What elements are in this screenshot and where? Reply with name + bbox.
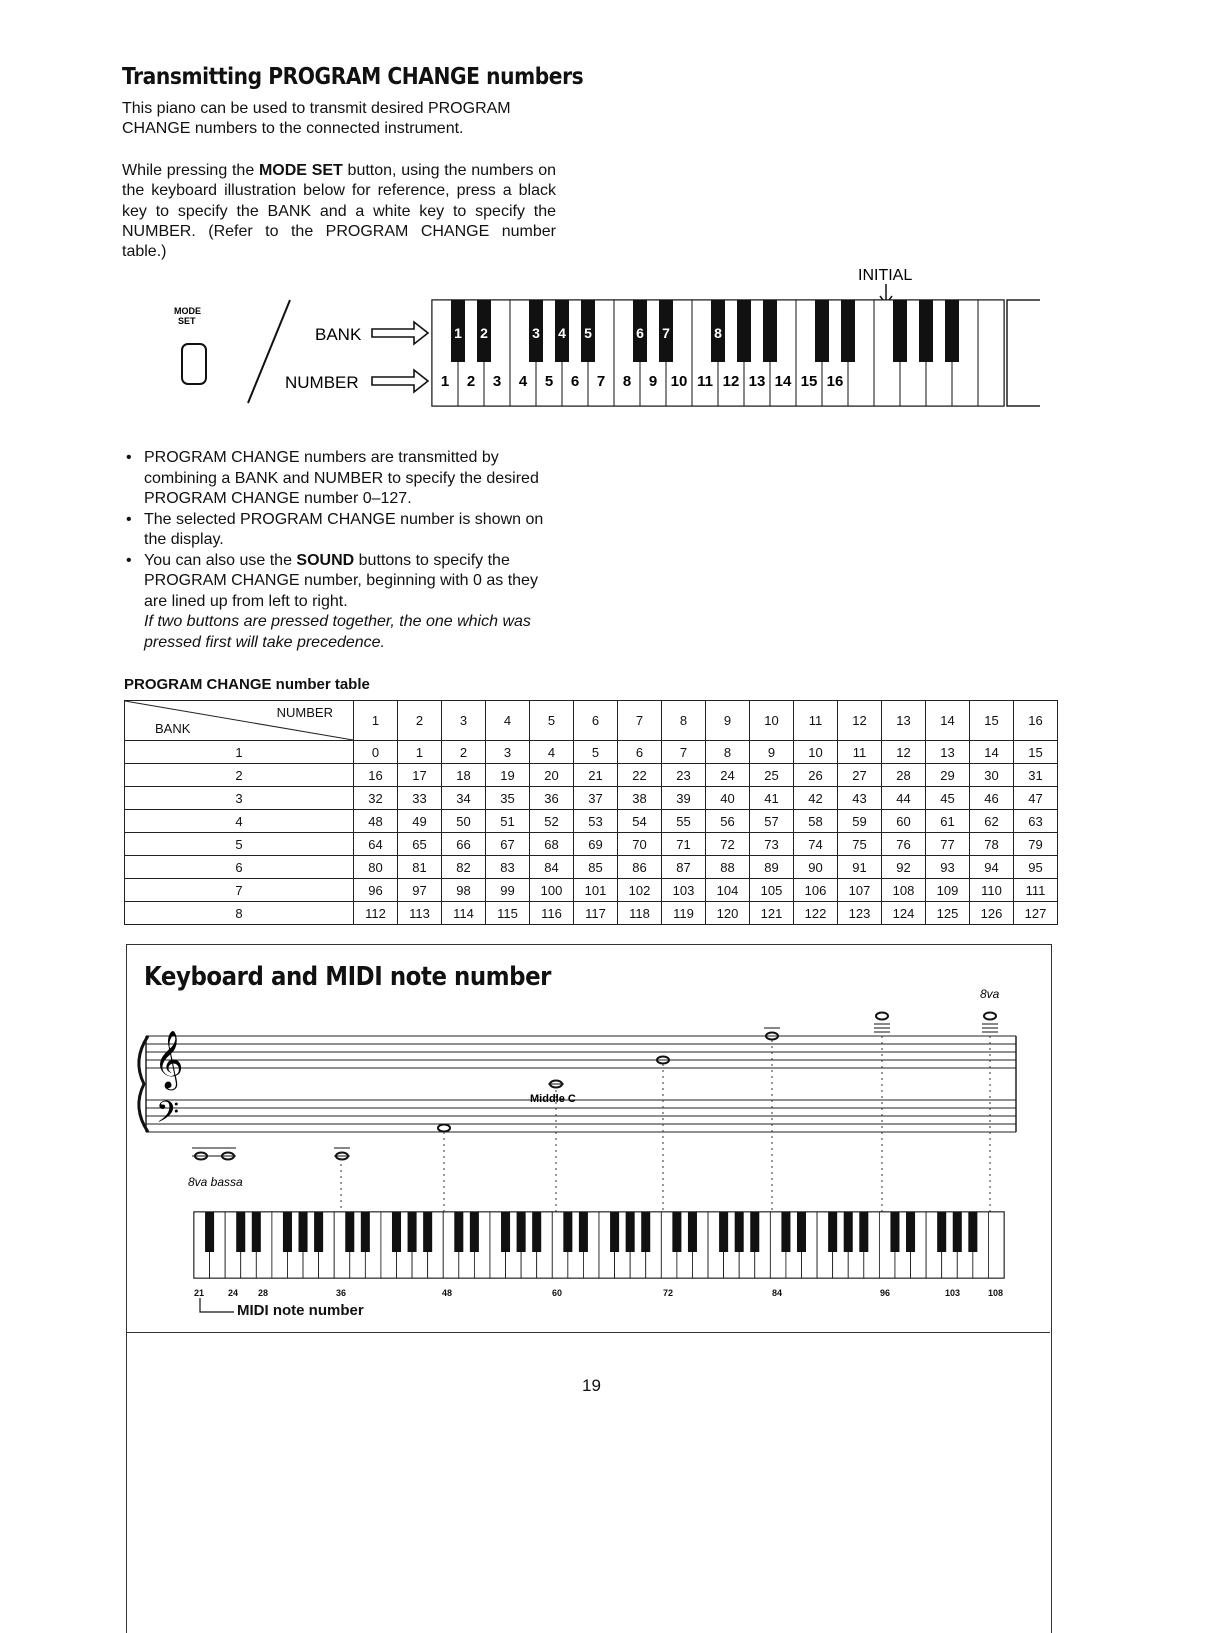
pc-number-key-label: 16 [826, 373, 844, 390]
table-cell: 83 [486, 856, 530, 879]
intro-line-1: This piano can be used to transmit desired PROGRAM [122, 100, 511, 117]
midi-black-key [750, 1212, 759, 1252]
table-cell: 25 [750, 764, 794, 787]
table-cell: 73 [750, 833, 794, 856]
table-cell: 3 [486, 741, 530, 764]
table-cell: 110 [970, 879, 1014, 902]
pc-black-key [841, 300, 855, 362]
pc-bank-key-label: 2 [480, 325, 488, 341]
table-title: PROGRAM CHANGE number table [124, 676, 370, 693]
table-cell: 76 [882, 833, 926, 856]
table-cell: 38 [618, 787, 662, 810]
table-cell: 4 [530, 741, 574, 764]
table-cell: 109 [926, 879, 970, 902]
table-row [125, 833, 1058, 856]
table-column-header: 13 [882, 701, 926, 741]
note-text-3b: buttons to specify the PROGRAM CHANGE number, beginning with 0 as they are lined up from left to right. [144, 551, 538, 610]
table-column-header: 11 [794, 701, 838, 741]
table-cell: 26 [794, 764, 838, 787]
table-column-header: 16 [1014, 701, 1058, 741]
pc-number-key-label: 11 [697, 373, 713, 390]
instruction-paragraph [122, 161, 556, 262]
midi-black-key [236, 1212, 245, 1252]
table-column-header: 3 [442, 701, 486, 741]
table-cell: 112 [354, 902, 398, 925]
pc-bank-key-label: 4 [558, 325, 566, 341]
instruction-text-a: While pressing the [122, 162, 259, 179]
table-cell: 97 [398, 879, 442, 902]
alta-label: 8va [980, 987, 1000, 1001]
table-cell: 53 [574, 810, 618, 833]
table-cell: 2 [442, 741, 486, 764]
midi-note-number: 48 [442, 1288, 453, 1298]
table-cell: 52 [530, 810, 574, 833]
table-cell: 13 [926, 741, 970, 764]
pc-number-key-label: 10 [670, 373, 688, 390]
table-cell: 96 [354, 879, 398, 902]
midi-black-key [968, 1212, 977, 1252]
pc-bank-key-label: 8 [714, 325, 722, 341]
table-cell: 14 [970, 741, 1014, 764]
table-cell: 35 [486, 787, 530, 810]
table-cell: 39 [662, 787, 706, 810]
table-column-header: 7 [618, 701, 662, 741]
table-cell: 51 [486, 810, 530, 833]
note-c3 [438, 1125, 450, 1132]
table-cell: 88 [706, 856, 750, 879]
table-column-header: 4 [486, 701, 530, 741]
midi-black-key [906, 1212, 915, 1252]
table-cell: 106 [794, 879, 838, 902]
midi-note-number: 96 [880, 1288, 891, 1298]
midi-black-key [345, 1212, 354, 1252]
staff-notes [192, 1013, 998, 1160]
table-cell: 55 [662, 810, 706, 833]
pc-number-key-label: 14 [774, 373, 792, 390]
pc-white-key [978, 300, 1004, 406]
middle-c-label: Middle C [530, 1093, 576, 1105]
midi-black-key [719, 1212, 728, 1252]
table-cell: 111 [1014, 879, 1058, 902]
pc-black-key [737, 300, 751, 362]
midi-black-key [688, 1212, 697, 1252]
table-cell: 11 [838, 741, 882, 764]
midi-note-number: 24 [228, 1288, 239, 1298]
treble-clef-icon: 𝄞 [154, 1031, 184, 1087]
midi-note-number: 72 [663, 1288, 674, 1298]
table-row [125, 810, 1058, 833]
midi-black-key [392, 1212, 401, 1252]
table-cell: 124 [882, 902, 926, 925]
table-cell: 47 [1014, 787, 1058, 810]
table-cell: 60 [882, 810, 926, 833]
table-cell: 74 [794, 833, 838, 856]
pc-number-key-label: 12 [722, 373, 740, 390]
page-number: 19 [582, 1376, 601, 1395]
table-cell: 85 [574, 856, 618, 879]
midi-bracket [198, 1298, 238, 1318]
slash-divider [248, 300, 290, 403]
pc-bank-key-label: 3 [532, 325, 540, 341]
midi-note-number-label: MIDI note number [237, 1302, 364, 1319]
pc-number-key-label: 13 [748, 373, 766, 390]
midi-box-bottom [126, 1332, 1050, 1333]
table-cell: 98 [442, 879, 486, 902]
table-cell: 125 [926, 902, 970, 925]
table-row [125, 787, 1058, 810]
table-cell: 62 [970, 810, 1014, 833]
midi-black-key [361, 1212, 370, 1252]
table-cell: 71 [662, 833, 706, 856]
table-cell: 77 [926, 833, 970, 856]
pc-black-key [815, 300, 829, 362]
pc-number-key-label: 4 [518, 373, 528, 390]
table-column-header: 15 [970, 701, 1014, 741]
table-bank-cell: 2 [125, 764, 354, 787]
table-cell: 64 [354, 833, 398, 856]
table-cell: 9 [750, 741, 794, 764]
intro-line-2: CHANGE numbers to the connected instrument. [122, 120, 464, 138]
table-cell: 15 [1014, 741, 1058, 764]
table-cell: 43 [838, 787, 882, 810]
midi-black-key [579, 1212, 588, 1252]
table-cell: 116 [530, 902, 574, 925]
table-cell: 61 [926, 810, 970, 833]
midi-black-key [890, 1212, 899, 1252]
table-cell: 5 [574, 741, 618, 764]
table-cell: 92 [882, 856, 926, 879]
midi-note-number: 84 [772, 1288, 783, 1298]
table-cell: 95 [1014, 856, 1058, 879]
table-bank-cell: 1 [125, 741, 354, 764]
program-change-table [124, 700, 1058, 925]
table-cell: 22 [618, 764, 662, 787]
table-cell: 121 [750, 902, 794, 925]
table-cell: 87 [662, 856, 706, 879]
bass-clef-icon: 𝄢 [156, 1095, 180, 1136]
table-corner-cell [125, 701, 354, 741]
table-cell: 12 [882, 741, 926, 764]
table-cell: 104 [706, 879, 750, 902]
number-arrow [372, 370, 428, 392]
table-cell: 7 [662, 741, 706, 764]
table-row [125, 764, 1058, 787]
table-cell: 33 [398, 787, 442, 810]
table-cell: 81 [398, 856, 442, 879]
table-cell: 107 [838, 879, 882, 902]
table-cell: 48 [354, 810, 398, 833]
table-cell: 40 [706, 787, 750, 810]
pc-black-key [919, 300, 933, 362]
midi-staff-keyboard [126, 980, 1050, 1300]
table-cell: 86 [618, 856, 662, 879]
table-cell: 101 [574, 879, 618, 902]
pc-number-key-label: 7 [596, 373, 606, 390]
table-bank-cell: 7 [125, 879, 354, 902]
table-cell: 72 [706, 833, 750, 856]
table-column-header: 10 [750, 701, 794, 741]
table-cell: 31 [1014, 764, 1058, 787]
table-row [125, 879, 1058, 902]
midi-black-key [205, 1212, 214, 1252]
instruction-text-b: button, using the numbers on the keyboard illustration below for reference, press a black key to specify the BANK and a white key to specify the NUMBER. (Refer to the PROGRAM CHANGE number table.) [122, 162, 556, 261]
midi-black-key [797, 1212, 806, 1252]
table-cell: 30 [970, 764, 1014, 787]
bank-arrow [372, 322, 428, 344]
table-cell: 6 [618, 741, 662, 764]
midi-black-key [563, 1212, 572, 1252]
table-cell: 1 [398, 741, 442, 764]
midi-black-key [844, 1212, 853, 1252]
pc-bank-key-label: 6 [636, 325, 644, 341]
table-cell: 65 [398, 833, 442, 856]
note-text-3a: You can also use the [144, 551, 297, 569]
table-cell: 59 [838, 810, 882, 833]
pc-black-key [763, 300, 777, 362]
table-column-header: 12 [838, 701, 882, 741]
table-cell: 20 [530, 764, 574, 787]
midi-black-key [828, 1212, 837, 1252]
pc-number-key-label: 2 [466, 373, 476, 390]
table-cell: 57 [750, 810, 794, 833]
table-column-header: 2 [398, 701, 442, 741]
table-cell: 29 [926, 764, 970, 787]
table-cell: 80 [354, 856, 398, 879]
table-column-header: 5 [530, 701, 574, 741]
table-bank-cell: 8 [125, 902, 354, 925]
table-cell: 100 [530, 879, 574, 902]
table-cell: 93 [926, 856, 970, 879]
table-column-header: 8 [662, 701, 706, 741]
note-item [122, 448, 562, 510]
table-cell: 49 [398, 810, 442, 833]
midi-black-key [610, 1212, 619, 1252]
table-cell: 45 [926, 787, 970, 810]
pc-keyboard-end [1007, 300, 1040, 406]
table-bank-cell: 4 [125, 810, 354, 833]
table-column-header: 9 [706, 701, 750, 741]
table-cell: 119 [662, 902, 706, 925]
table-cell: 18 [442, 764, 486, 787]
pc-number-key-label: 1 [440, 373, 450, 390]
midi-black-key [781, 1212, 790, 1252]
midi-black-key [454, 1212, 463, 1252]
table-cell: 67 [486, 833, 530, 856]
table-cell: 0 [354, 741, 398, 764]
midi-black-key [626, 1212, 635, 1252]
table-cell: 56 [706, 810, 750, 833]
table-cell: 27 [838, 764, 882, 787]
table-cell: 127 [1014, 902, 1058, 925]
pc-bank-key-label: 7 [662, 325, 670, 341]
midi-black-key [252, 1212, 261, 1252]
pc-number-key-label: 8 [622, 373, 632, 390]
note-item [122, 551, 562, 654]
table-cell: 54 [618, 810, 662, 833]
section-title-midi: Keyboard and MIDI note number [144, 962, 552, 992]
midi-black-key [423, 1212, 432, 1252]
table-cell: 120 [706, 902, 750, 925]
table-cell: 90 [794, 856, 838, 879]
table-cell: 19 [486, 764, 530, 787]
program-change-keyboard-diagram [160, 258, 1040, 418]
table-cell: 16 [354, 764, 398, 787]
pc-black-key [945, 300, 959, 362]
pc-number-key-label: 5 [544, 373, 554, 390]
table-cell: 42 [794, 787, 838, 810]
table-row [125, 856, 1058, 879]
table-cell: 41 [750, 787, 794, 810]
table-cell: 126 [970, 902, 1014, 925]
table-column-header: 1 [354, 701, 398, 741]
note-c8 [984, 1013, 996, 1020]
table-cell: 114 [442, 902, 486, 925]
midi-black-key [470, 1212, 479, 1252]
table-cell: 117 [574, 902, 618, 925]
table-cell: 10 [794, 741, 838, 764]
midi-black-key [859, 1212, 868, 1252]
number-label: NUMBER [285, 373, 359, 392]
table-bank-cell: 6 [125, 856, 354, 879]
table-cell: 37 [574, 787, 618, 810]
table-bank-cell: 3 [125, 787, 354, 810]
table-cell: 24 [706, 764, 750, 787]
table-cell: 103 [662, 879, 706, 902]
table-column-header: 6 [574, 701, 618, 741]
table-cell: 118 [618, 902, 662, 925]
treble-staff [146, 1036, 1016, 1068]
table-cell: 122 [794, 902, 838, 925]
midi-note-number: 60 [552, 1288, 563, 1298]
table-cell: 63 [1014, 810, 1058, 833]
table-cell: 68 [530, 833, 574, 856]
note-item [122, 510, 562, 551]
table-cell: 21 [574, 764, 618, 787]
midi-black-key [532, 1212, 541, 1252]
note-text-1: PROGRAM CHANGE numbers are transmitted by combining a BANK and NUMBER to specify the desired PROGRAM CHANGE number 0–127. [144, 449, 539, 507]
mode-set-label-2: SET [178, 316, 196, 326]
table-cell: 108 [882, 879, 926, 902]
midi-black-key [517, 1212, 526, 1252]
table-cell: 89 [750, 856, 794, 879]
table-cell: 82 [442, 856, 486, 879]
table-cell: 79 [1014, 833, 1058, 856]
table-cell: 50 [442, 810, 486, 833]
mode-set-label: MODE [174, 306, 201, 316]
section-title-program-change: Transmitting PROGRAM CHANGE numbers [122, 64, 584, 90]
pc-black-key [893, 300, 907, 362]
table-cell: 113 [398, 902, 442, 925]
table-row [125, 741, 1058, 764]
table-cell: 46 [970, 787, 1014, 810]
table-cell: 58 [794, 810, 838, 833]
table-cell: 75 [838, 833, 882, 856]
table-cell: 28 [882, 764, 926, 787]
pc-number-key-label: 9 [648, 373, 658, 390]
table-cell: 17 [398, 764, 442, 787]
table-cell: 32 [354, 787, 398, 810]
note-sound-bold: SOUND [296, 551, 355, 569]
corner-number-label: NUMBER [276, 705, 333, 720]
table-cell: 105 [750, 879, 794, 902]
table-cell: 99 [486, 879, 530, 902]
note-c7 [876, 1013, 888, 1020]
table-column-header: 14 [926, 701, 970, 741]
midi-black-key [937, 1212, 946, 1252]
table-cell: 102 [618, 879, 662, 902]
intro-paragraph [122, 99, 556, 140]
table-cell: 94 [970, 856, 1014, 879]
table-bank-cell: 5 [125, 833, 354, 856]
midi-note-number: 28 [258, 1288, 269, 1298]
note-text-2: The selected PROGRAM CHANGE number is shown on the display. [144, 510, 544, 548]
midi-note-number: 103 [945, 1288, 961, 1298]
pc-number-key-label: 6 [570, 373, 580, 390]
table-header-row [125, 701, 1058, 741]
table-cell: 66 [442, 833, 486, 856]
table-cell: 44 [882, 787, 926, 810]
pc-number-key-label: 3 [492, 373, 502, 390]
midi-black-key [299, 1212, 308, 1252]
table-cell: 70 [618, 833, 662, 856]
table-cell: 36 [530, 787, 574, 810]
midi-black-key [314, 1212, 323, 1252]
midi-black-key [501, 1212, 510, 1252]
bass-staff [146, 1100, 1016, 1132]
notes-list [122, 448, 562, 653]
initial-label: INITIAL [858, 267, 913, 284]
table-cell: 34 [442, 787, 486, 810]
note-text-3c: If two buttons are pressed together, the one which was pressed first will take precedence. [144, 613, 531, 651]
table-row [125, 902, 1058, 925]
midi-black-key [408, 1212, 417, 1252]
table-cell: 78 [970, 833, 1014, 856]
midi-black-key [641, 1212, 650, 1252]
table-cell: 123 [838, 902, 882, 925]
bassa-label: 8va bassa [188, 1175, 243, 1189]
midi-note-number: 36 [336, 1288, 347, 1298]
bank-label: BANK [315, 325, 362, 344]
midi-note-number: 21 [194, 1288, 205, 1298]
table-cell: 91 [838, 856, 882, 879]
pc-number-key-label: 15 [800, 373, 818, 390]
pc-bank-key-label: 1 [454, 325, 462, 341]
midi-black-key [735, 1212, 744, 1252]
corner-bank-label: BANK [155, 721, 191, 736]
midi-white-key [988, 1212, 1004, 1278]
midi-black-key [283, 1212, 292, 1252]
table-cell: 115 [486, 902, 530, 925]
table-cell: 69 [574, 833, 618, 856]
instruction-mode-set: MODE SET [258, 162, 343, 179]
midi-note-number: 108 [988, 1288, 1004, 1298]
mode-set-button [182, 344, 206, 384]
table-cell: 84 [530, 856, 574, 879]
midi-black-key [672, 1212, 681, 1252]
pc-bank-key-label: 5 [584, 325, 592, 341]
table-cell: 23 [662, 764, 706, 787]
midi-black-key [953, 1212, 962, 1252]
table-cell: 8 [706, 741, 750, 764]
